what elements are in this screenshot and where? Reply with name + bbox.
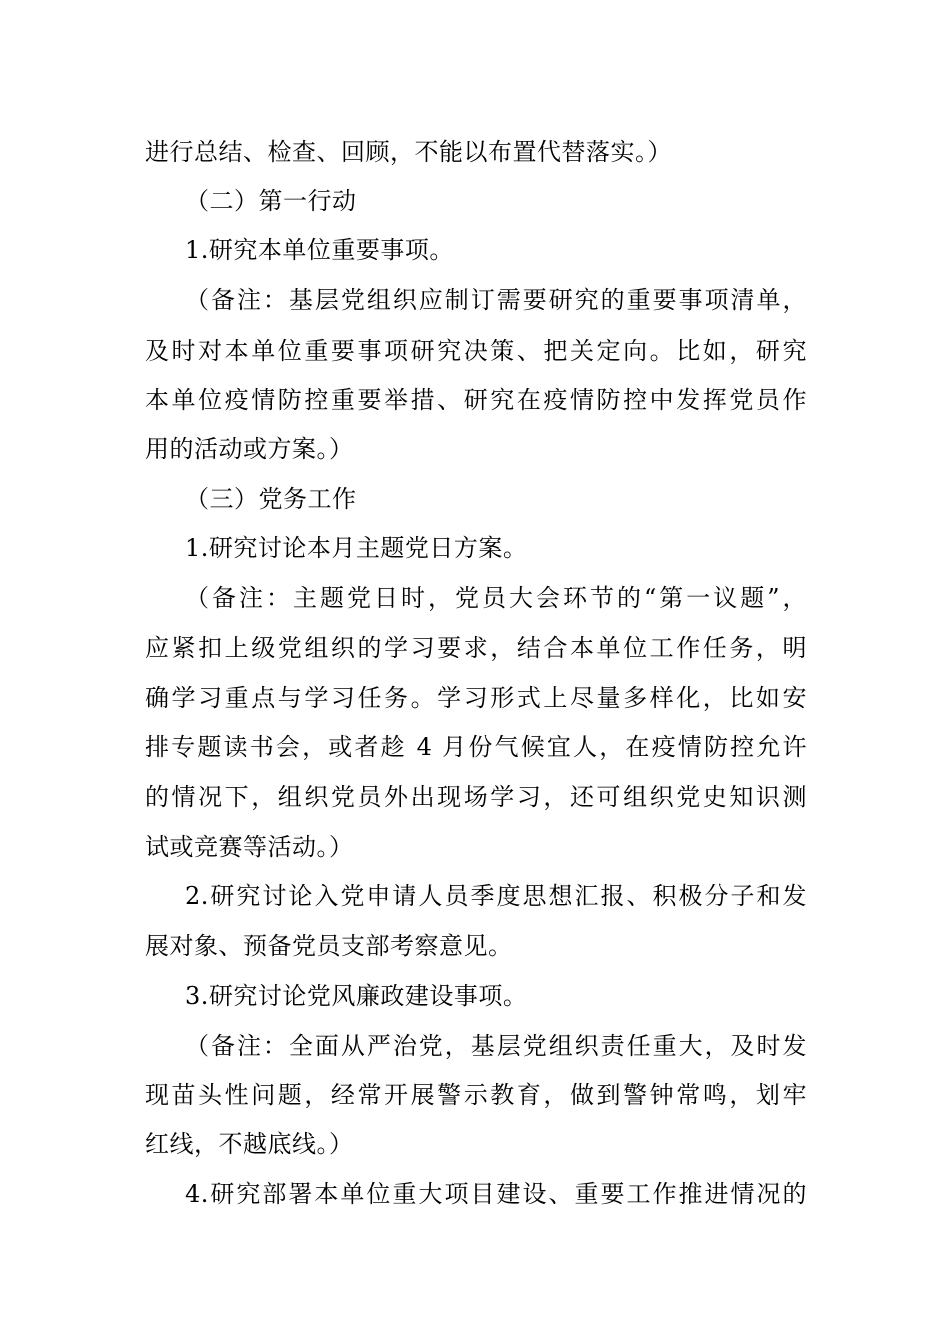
note-paragraph-line: 的情况下，组织党员外出现场学习，还可组织党史知识测 — [145, 783, 807, 811]
note-paragraph-line: 本单位疫情防控重要举措、研究在疫情防控中发挥党员作 — [145, 386, 807, 414]
note-paragraph-line: 红线，不越底线。） — [145, 1130, 354, 1158]
section-heading: （三）党务工作 — [185, 485, 357, 513]
note-paragraph-line: 排专题读书会，或者趁 4 月份气候宜人，在疫情防控允许 — [145, 733, 807, 761]
note-paragraph-line: 应紧扣上级党组织的学习要求，结合本单位工作任务，明 — [145, 634, 807, 662]
list-item-heading: 4.研究部署本单位重大项目建设、重要工作推进情况的 — [185, 1180, 807, 1208]
note-paragraph-line: （备注：主题党日时，党员大会环节的“第一议题”， — [185, 584, 807, 612]
note-paragraph-line: 现苗头性问题，经常开展警示教育，做到警钟常鸣，划牢 — [145, 1081, 807, 1109]
note-paragraph-line: （备注：全面从严治党，基层党组织责任重大，及时发 — [185, 1032, 807, 1060]
list-item-heading: 3.研究讨论党风廉政建设事项。 — [185, 982, 528, 1010]
list-item-heading: 1.研究本单位重要事项。 — [185, 236, 454, 264]
note-paragraph-line: 试或竞赛等活动。） — [145, 833, 354, 861]
text-line: 进行总结、检查、回顾，不能以布置代替落实。） — [145, 138, 672, 166]
list-item-heading: 展对象、预备党员支部考察意见。 — [145, 932, 513, 960]
list-item-heading: 2.研究讨论入党申请人员季度思想汇报、积极分子和发 — [185, 882, 807, 910]
list-item-heading: 1.研究讨论本月主题党日方案。 — [185, 534, 528, 562]
section-heading: （二）第一行动 — [185, 187, 357, 215]
note-paragraph-line: （备注：基层党组织应制订需要研究的重要事项清单， — [185, 286, 807, 314]
note-paragraph-line: 用的活动或方案。） — [145, 435, 354, 463]
note-paragraph-line: 及时对本单位重要事项研究决策、把关定向。比如，研究 — [145, 337, 807, 365]
note-paragraph-line: 确学习重点与学习任务。学习形式上尽量多样化，比如安 — [145, 684, 807, 712]
